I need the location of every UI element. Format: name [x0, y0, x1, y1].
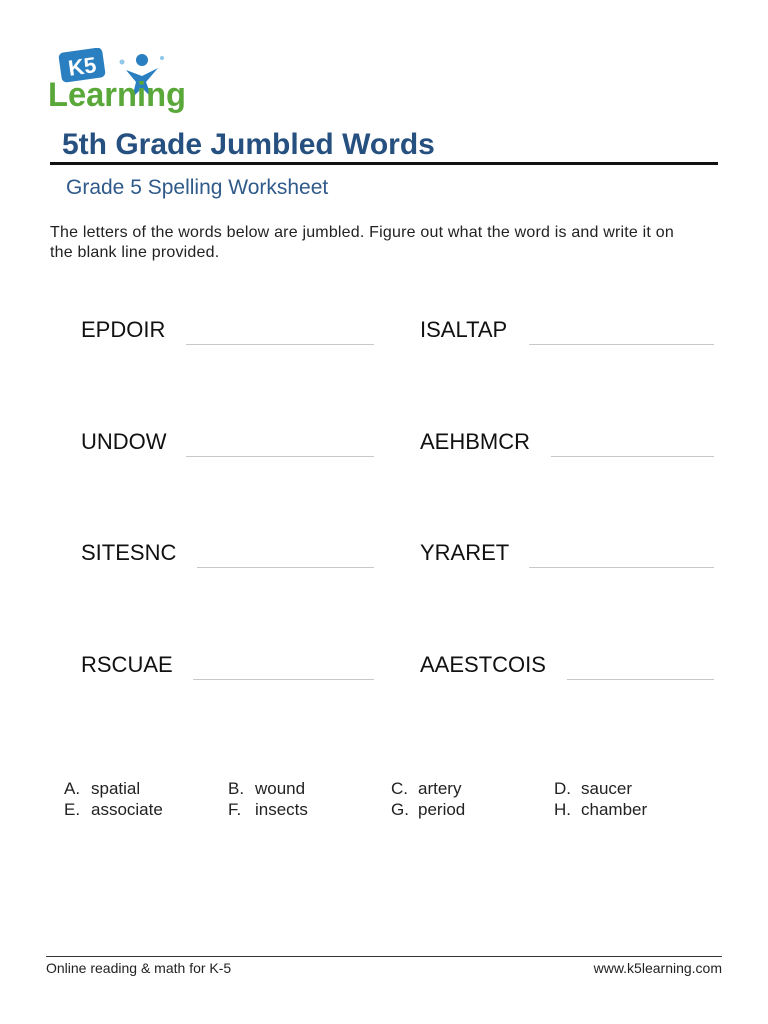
- jumbled-word: RSCUAE: [81, 652, 173, 677]
- answer-letter: E.: [64, 800, 81, 819]
- answer-letter: B.: [228, 779, 245, 798]
- answer-letter: A.: [64, 779, 81, 798]
- answer-option: [554, 779, 632, 799]
- answer-option: [554, 800, 647, 820]
- jumbled-word: YRARET: [420, 540, 510, 565]
- answer-letter: G.: [391, 800, 409, 819]
- answer-word: chamber: [581, 800, 648, 819]
- jumbled-word: UNDOW: [81, 429, 167, 454]
- answer-blank-line[interactable]: [193, 679, 374, 680]
- answer-word: artery: [418, 779, 462, 798]
- answer-word: spatial: [91, 779, 141, 798]
- instructions-text: The letters of the words below are jumbled. Figure out what the word is and write it on the blank line provided.: [50, 224, 674, 261]
- logo-badge-text: K5: [66, 52, 98, 81]
- worksheet-title: 5th Grade Jumbled Words: [62, 128, 435, 161]
- answer-blank-line[interactable]: [186, 456, 374, 457]
- answer-letter: H.: [554, 800, 571, 819]
- worksheet-subtitle: Grade 5 Spelling Worksheet: [66, 176, 329, 199]
- jumbled-word: ISALTAP: [420, 317, 508, 342]
- answer-blank-line[interactable]: [197, 567, 374, 568]
- answer-letter: C.: [391, 779, 408, 798]
- answer-blank-line[interactable]: [529, 567, 714, 568]
- title-divider: [50, 162, 718, 165]
- answer-option: [391, 800, 465, 820]
- answer-letter: D.: [554, 779, 571, 798]
- jumbled-word: SITESNC: [81, 540, 177, 565]
- answer-option: [228, 800, 308, 820]
- answer-option: [391, 779, 461, 799]
- jumbled-word: AAESTCOIS: [420, 652, 546, 677]
- answer-option: [228, 779, 305, 799]
- answer-word: associate: [91, 800, 163, 819]
- footer-website-link[interactable]: www.k5learning.com: [593, 960, 722, 976]
- jumbled-word: EPDOIR: [81, 317, 166, 342]
- answer-option: [64, 800, 163, 820]
- answer-word: saucer: [581, 779, 633, 798]
- answer-word: insects: [255, 800, 308, 819]
- answer-blank-line[interactable]: [186, 344, 374, 345]
- jumbled-word: AEHBMCR: [420, 429, 531, 454]
- footer-tagline: Online reading & math for K-5: [46, 960, 232, 976]
- answer-word: wound: [255, 779, 306, 798]
- answer-blank-line[interactable]: [567, 679, 714, 680]
- k5-learning-logo: [46, 48, 191, 114]
- footer-divider: [46, 956, 722, 957]
- logo-wordmark: Learning: [48, 76, 186, 114]
- answer-blank-line[interactable]: [529, 344, 714, 345]
- answer-option: [64, 779, 140, 799]
- answer-blank-line[interactable]: [551, 456, 714, 457]
- answer-letter: F.: [228, 800, 242, 819]
- answer-word: period: [418, 800, 466, 819]
